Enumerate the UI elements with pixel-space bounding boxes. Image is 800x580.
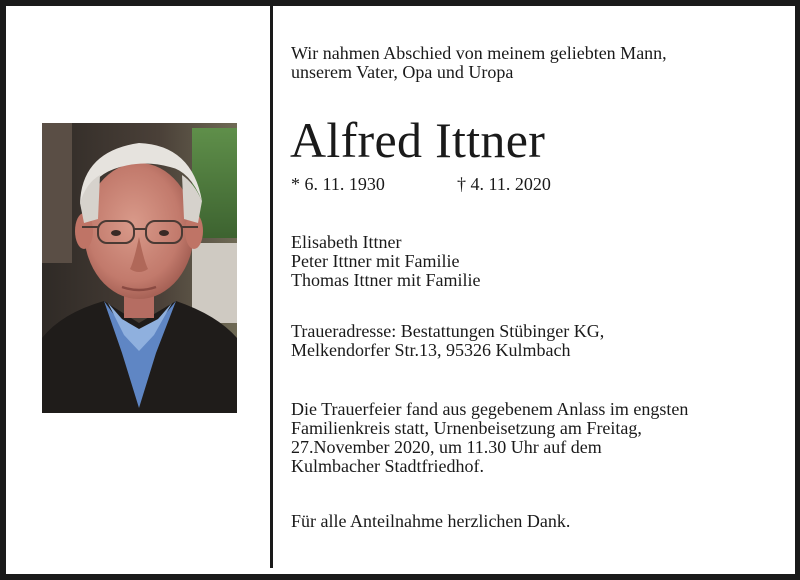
address-line: Traueradresse: Bestattungen Stübinger KG,	[291, 321, 605, 341]
mourner-name: Elisabeth Ittner	[291, 232, 402, 252]
vertical-divider	[270, 6, 273, 568]
ceremony-info	[291, 400, 688, 476]
address-line: Melkendorfer Str.13, 95326 Kulmbach	[291, 340, 571, 360]
deceased-name: Alfred Ittner	[290, 112, 546, 168]
intro-line: Wir nahmen Abschied von meinem geliebten Mann,	[291, 43, 667, 63]
portrait-photo	[42, 123, 237, 413]
mourner-name: Thomas Ittner mit Familie	[291, 270, 481, 290]
intro-text	[291, 44, 667, 82]
ceremony-line: Kulmbacher Stadtfriedhof.	[291, 456, 484, 476]
ceremony-line: Familienkreis statt, Urnenbeisetzung am Freitag,	[291, 418, 642, 438]
mourners-list	[291, 233, 480, 290]
mourning-address	[291, 322, 604, 360]
ceremony-line: Die Trauerfeier fand aus gegebenem Anlass im engsten	[291, 399, 689, 419]
intro-line: unserem Vater, Opa und Uropa	[291, 62, 514, 82]
closing-thanks	[291, 512, 570, 531]
thanks-line: Für alle Anteilnahme herzlichen Dank.	[291, 511, 571, 531]
ceremony-line: 27.November 2020, um 11.30 Uhr auf dem	[291, 437, 602, 457]
mourner-name: Peter Ittner mit Familie	[291, 251, 460, 271]
birth-date: * 6. 11. 1930	[291, 174, 385, 194]
death-date: † 4. 11. 2020	[457, 174, 551, 194]
